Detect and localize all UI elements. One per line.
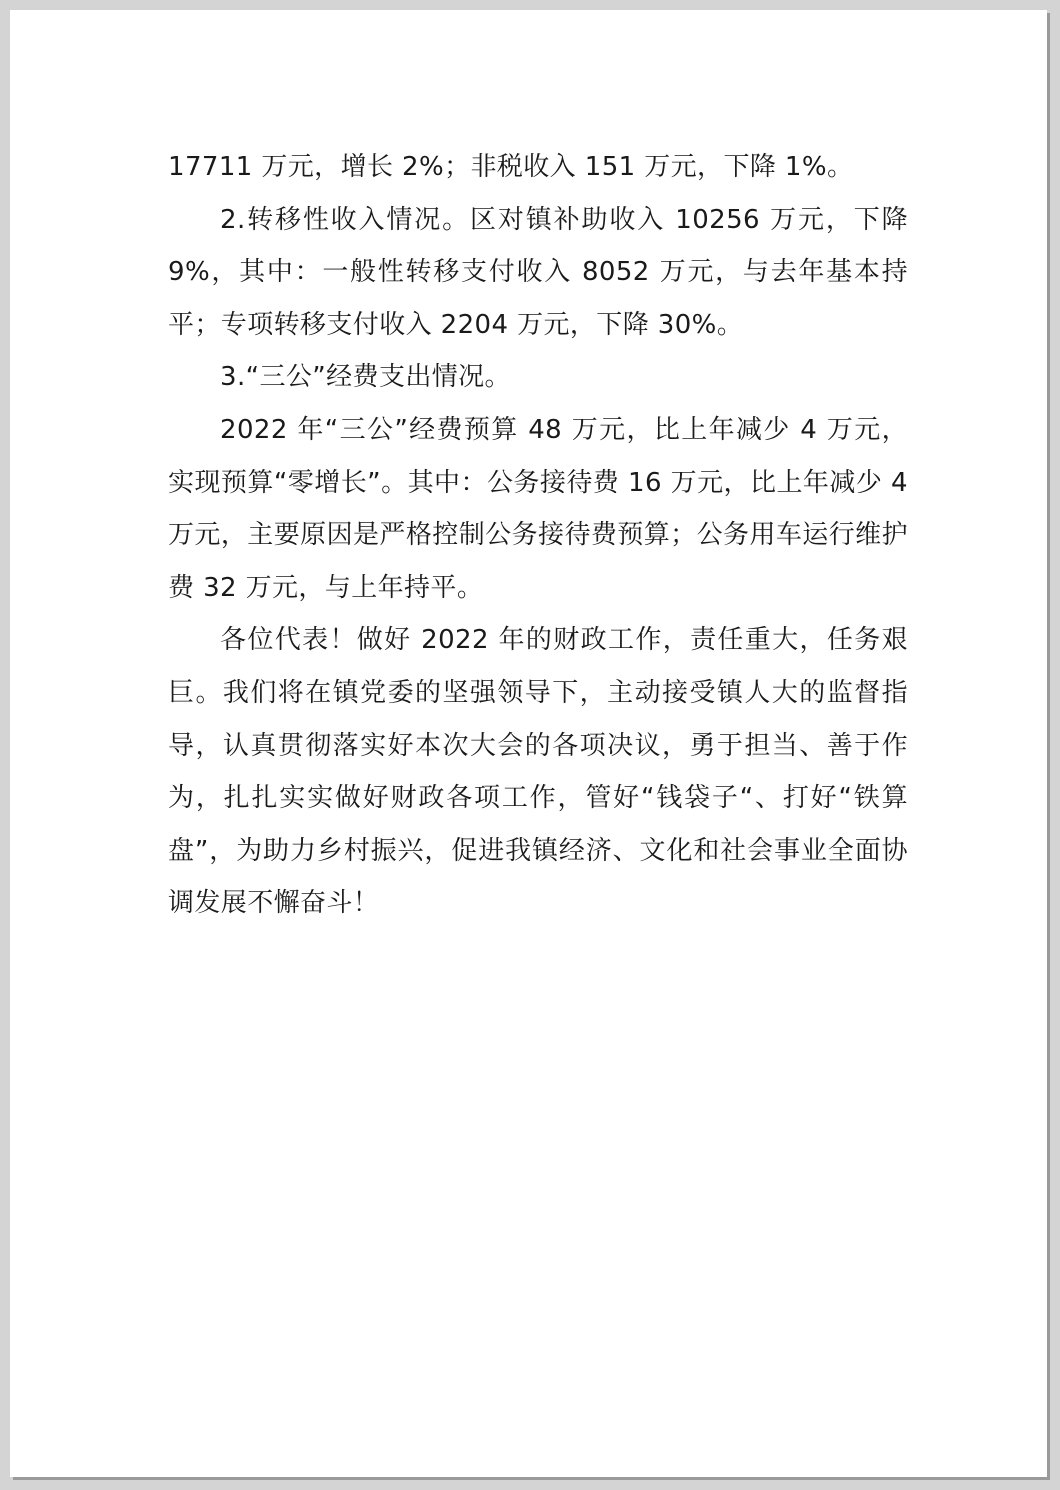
paragraph-closing-remarks: 各位代表！做好 2022 年的财政工作，责任重大，任务艰巨。我们将在镇党委的坚强领导下，主动接受镇人大的监督指导，认真贯彻落实好本次大会的各项决议，勇于担当、善于作为，扎扎实实做好财政各项工作，管好“钱袋子“、打好“铁算盘”，为助力乡村振兴，促进我镇经济、文化和社会事业全面协调发展不懈奋斗！ (168, 625, 908, 919)
paragraph-transfer-income: 2.转移性收入情况。区对镇补助收入 10256 万元，下降 9%，其中：一般性转移支付收入 8052 万元，与去年基本持平；专项转移支付收入 2204 万元，下降 30%。 (168, 204, 908, 340)
paragraph-three-public-budget: 2022 年“三公”经费预算 48 万元，比上年减少 4 万元，实现预算“零增长”。其中：公务接待费 16 万元，比上年减少 4 万元，主要原因是严格控制公务接待费预算；公务用车运行维护费 32 万元，与上年持平。 (168, 414, 908, 603)
paragraph-tax-revenue: 17711 万元，增长 2%；非税收入 151 万元，下降 1%。 (168, 152, 854, 182)
document-page (10, 10, 1047, 1477)
paragraph-three-public-heading: 3.“三公”经费支出情况。 (220, 362, 511, 393)
document-body (168, 141, 908, 930)
